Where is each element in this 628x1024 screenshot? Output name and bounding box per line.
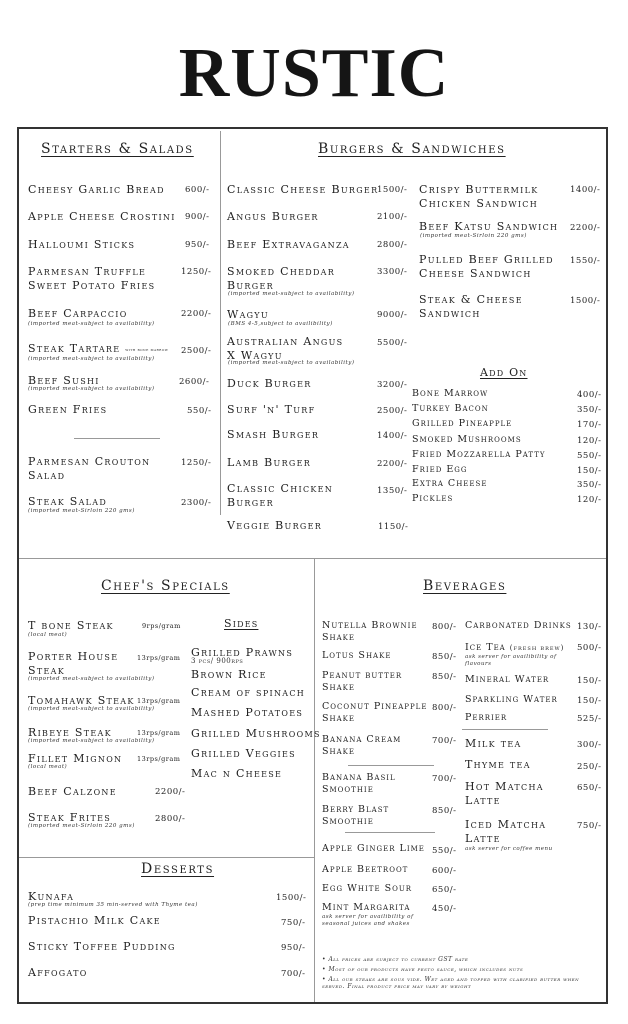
addon-item-price: 550/- bbox=[577, 451, 602, 461]
menu-item-price: 700/- bbox=[281, 969, 306, 979]
beverage-name: Mint Margarita bbox=[322, 902, 411, 913]
menu-item-name-line2: Steak bbox=[28, 664, 65, 677]
brand-logo: RUSTIC bbox=[178, 35, 450, 112]
menu-item-price: 3300/- bbox=[377, 267, 408, 277]
menu-item-note: (imported meat-Sirloin 220 gms) bbox=[28, 823, 135, 829]
beverage-price: 150/- bbox=[577, 676, 602, 686]
menu-item-name: Lamb Burger bbox=[227, 456, 312, 469]
menu-item-price: 2800/- bbox=[155, 814, 186, 824]
beverage-price: 800/- bbox=[432, 703, 457, 713]
menu-item-price: 5500/- bbox=[377, 338, 408, 348]
beverage-price: 150/- bbox=[577, 696, 602, 706]
beverage-name: Nutella Brownie bbox=[322, 620, 418, 631]
menu-item-price: 13rps/gram bbox=[137, 654, 181, 662]
menu-item-name: Kunafa bbox=[28, 890, 75, 903]
addon-title: Add On bbox=[480, 366, 528, 379]
menu-item-name: Wagyu bbox=[227, 308, 269, 321]
menu-item-name: Beef Calzone bbox=[28, 785, 117, 798]
menu-item-price: 950/- bbox=[185, 240, 210, 250]
menu-item-name: Fillet Mignon bbox=[28, 752, 123, 765]
addon-item-price: 150/- bbox=[577, 466, 602, 476]
rule-beverages-3 bbox=[462, 729, 548, 730]
menu-item-price: 9rps/gram bbox=[142, 622, 181, 630]
menu-item-note: (imported meat-subject to availability) bbox=[28, 321, 155, 327]
menu-item-note: (imported meat-Sirloin 220 gms) bbox=[28, 508, 135, 514]
beverage-name-line2: Latte bbox=[465, 794, 501, 807]
beverage-price: 750/- bbox=[577, 821, 602, 831]
sides-title: Sides bbox=[224, 617, 259, 630]
addon-item-name: Grilled Pineapple bbox=[412, 418, 513, 429]
beverage-price: 500/- bbox=[577, 643, 602, 653]
burgers-title: Burgers & Sandwiches bbox=[318, 141, 506, 157]
rule-starters bbox=[74, 438, 160, 439]
menu-item-name: Veggie Burger bbox=[227, 519, 323, 532]
beverage-price: 250/- bbox=[577, 762, 602, 772]
beverage-price: 850/- bbox=[432, 806, 457, 816]
menu-item-name: Porter House bbox=[28, 650, 119, 663]
menu-item-name: Duck Burger bbox=[227, 377, 312, 390]
beverage-note: ask server for coffee menu bbox=[465, 846, 553, 852]
menu-item-price: 1250/- bbox=[181, 458, 212, 468]
beverage-price: 525/- bbox=[577, 714, 602, 724]
addon-item-name: Bone Marrow bbox=[412, 388, 489, 399]
menu-item-name: Sticky Toffee Pudding bbox=[28, 940, 176, 953]
beverage-note: ask server for availibility of seasonal juices and shakes bbox=[322, 914, 414, 927]
beverage-name-line2: Shake bbox=[322, 713, 356, 724]
beverage-name-line2: Shake bbox=[322, 746, 356, 757]
beverage-name: Thyme tea bbox=[465, 758, 531, 771]
menu-item-name-line2: Burger bbox=[227, 279, 274, 292]
divider-h-mid bbox=[19, 558, 606, 559]
addon-item-price: 120/- bbox=[577, 436, 602, 446]
menu-item-price: 13rps/gram bbox=[137, 697, 181, 705]
menu-item-name: Tomahawk Steak bbox=[28, 694, 135, 707]
menu-item-price: 1500/- bbox=[570, 296, 601, 306]
beverage-price: 450/- bbox=[432, 904, 457, 914]
menu-item-note: (imported meat-subject to availability) bbox=[28, 706, 155, 712]
menu-item-name: Australian Angus bbox=[227, 335, 344, 348]
menu-item-price: 950/- bbox=[281, 943, 306, 953]
beverage-name: Carbonated Drinks bbox=[465, 620, 572, 631]
side-item-name: Grilled Veggies bbox=[191, 747, 296, 760]
menu-item-price: 1350/- bbox=[377, 486, 408, 496]
menu-item-price: 1500/- bbox=[377, 185, 408, 195]
addon-item-price: 170/- bbox=[577, 420, 602, 430]
menu-item-name-line2: Sandwich bbox=[419, 307, 481, 320]
menu-item-name: Angus Burger bbox=[227, 210, 319, 223]
menu-item-price: 2500/- bbox=[181, 346, 212, 356]
menu-item-price: 2800/- bbox=[377, 240, 408, 250]
menu-item-name-line2: Burger bbox=[227, 496, 274, 509]
beverage-price: 700/- bbox=[432, 736, 457, 746]
menu-item-note: (imported meat-subject to availability) bbox=[228, 291, 355, 297]
beverage-name: Apple Beetroot bbox=[322, 864, 409, 875]
rule-beverages-1 bbox=[348, 765, 434, 766]
menu-item-name: Pistachio Milk Cake bbox=[28, 914, 161, 927]
menu-item-name: Beef Sushi bbox=[28, 374, 100, 387]
menu-item-name: Affogato bbox=[28, 966, 88, 979]
beverage-name: Peanut butter bbox=[322, 670, 403, 681]
side-item-name: Grilled Mushrooms bbox=[191, 727, 321, 740]
addon-item-name: Fried Egg bbox=[412, 464, 468, 475]
menu-item-name: Surf 'n' Turf bbox=[227, 403, 316, 416]
menu-item-price: 600/- bbox=[185, 185, 210, 195]
menu-item-name: Classic Chicken bbox=[227, 482, 334, 495]
beverage-name: Berry Blast bbox=[322, 804, 390, 815]
menu-item-price: 1550/- bbox=[570, 256, 601, 266]
addon-item-name: Extra Cheese bbox=[412, 478, 488, 489]
starters-title: Starters & Salads bbox=[41, 141, 194, 157]
footnote: • Most of our products have pesto sauce, which includes nuts bbox=[322, 966, 524, 973]
menu-item-price: 900/- bbox=[185, 212, 210, 222]
menu-item-price: 2200/- bbox=[570, 223, 601, 233]
beverage-name: Perrier bbox=[465, 712, 508, 723]
menu-item-name: Beef Katsu Sandwich bbox=[419, 220, 559, 233]
menu-item-name: Beef Extravaganza bbox=[227, 238, 350, 251]
beverage-name-line2: Smoothie bbox=[322, 816, 374, 827]
menu-item-price: 3200/- bbox=[377, 380, 408, 390]
menu-item-price: 13rps/gram bbox=[137, 729, 181, 737]
divider-h-desserts bbox=[19, 857, 314, 858]
menu-item-price: 2200/- bbox=[155, 787, 186, 797]
menu-item-name: T bone Steak bbox=[28, 619, 114, 632]
menu-item-note: (BMS 4-5,subject to availibility) bbox=[228, 321, 333, 327]
menu-item-note: (imported meat-subject to availability) bbox=[228, 360, 355, 366]
menu-item-name: Classic Cheese Burger bbox=[227, 183, 379, 196]
side-item-note: 3 pcs/ 900rps bbox=[191, 657, 244, 665]
menu-item-name: Steak Salad bbox=[28, 495, 108, 508]
menu-item-price: 550/- bbox=[187, 406, 212, 416]
beverage-name: Mineral Water bbox=[465, 674, 550, 685]
beverage-name-line2: Smoothie bbox=[322, 784, 374, 795]
menu-item-name: Parmesan Truffle bbox=[28, 265, 147, 278]
menu-item-name: Crispy Buttermilk bbox=[419, 183, 539, 196]
addon-item-price: 350/- bbox=[577, 480, 602, 490]
menu-item-name: Smash Burger bbox=[227, 428, 320, 441]
menu-item-name: Halloumi Sticks bbox=[28, 238, 136, 251]
menu-item-name: Steak & Cheese bbox=[419, 293, 523, 306]
menu-item-price: 750/- bbox=[281, 918, 306, 928]
menu-item-price: 1500/- bbox=[276, 893, 307, 903]
beverage-price: 650/- bbox=[577, 783, 602, 793]
side-item-name: Grilled Prawns bbox=[191, 646, 294, 659]
menu-item-name: Apple Cheese Crostini bbox=[28, 210, 176, 223]
menu-item-price: 1250/- bbox=[181, 267, 212, 277]
menu-item-price: 2100/- bbox=[377, 212, 408, 222]
menu-item-name-line2: Salad bbox=[28, 469, 66, 482]
menu-item-name: Pulled Beef Grilled bbox=[419, 253, 554, 266]
menu-item-name-text: Steak Tartare bbox=[28, 342, 121, 355]
beverage-name-text: Ice Tea bbox=[465, 642, 506, 653]
beverage-tag: (fresh brew) bbox=[509, 644, 565, 652]
beverage-price: 800/- bbox=[432, 622, 457, 632]
menu-item-note: (prep time minimum 35 min-served with Thyme tea) bbox=[28, 902, 198, 908]
menu-item-name: Cheesy Garlic Bread bbox=[28, 183, 165, 196]
beverage-name: Iced Matcha bbox=[465, 818, 547, 831]
menu-item-name-line2: Sweet Potato Fries bbox=[28, 279, 156, 292]
menu-item-note: (imported meat-subject to availability) bbox=[28, 386, 155, 392]
beverages-title: Beverages bbox=[423, 578, 507, 594]
menu-item-name: Ribeye Steak bbox=[28, 726, 112, 739]
side-item-name: Brown Rice bbox=[191, 668, 267, 681]
divider-v-top bbox=[220, 131, 221, 515]
menu-item-name-line2: Cheese Sandwich bbox=[419, 267, 532, 280]
beverage-name-line2: Shake bbox=[322, 682, 356, 693]
addon-item-name: Turkey Bacon bbox=[412, 403, 489, 414]
beverage-name: Coconut Pineapple bbox=[322, 701, 428, 712]
beverage-name: Apple Ginger Lime bbox=[322, 843, 425, 854]
side-item-name: Mashed Potatoes bbox=[191, 706, 304, 719]
desserts-title: Desserts bbox=[141, 861, 215, 877]
menu-item-price: 2200/- bbox=[377, 459, 408, 469]
beverage-name-line2: Latte bbox=[465, 832, 501, 845]
menu-item-price: 1400/- bbox=[377, 431, 408, 441]
beverage-name: Lotus Shake bbox=[322, 650, 392, 661]
menu-item-note: (imported meat-subject to availability) bbox=[28, 356, 155, 362]
menu-item-price: 1150/- bbox=[378, 522, 409, 532]
beverage-price: 600/- bbox=[432, 866, 457, 876]
beverage-name: Hot Matcha bbox=[465, 780, 544, 793]
footnote: • All prices are subject to current GST rate bbox=[322, 956, 469, 963]
menu-item-name: Green Fries bbox=[28, 403, 108, 416]
menu-item-price: 2600/- bbox=[179, 377, 210, 387]
menu-item-price: 2200/- bbox=[181, 309, 212, 319]
addon-item-name: Smoked Mushrooms bbox=[412, 434, 522, 445]
menu-item-name-line2: Chicken Sandwich bbox=[419, 197, 538, 210]
side-item-name: Mac n Cheese bbox=[191, 767, 283, 780]
beverage-name bbox=[465, 642, 564, 654]
menu-item-note: (local meat) bbox=[28, 764, 68, 770]
footnote: • All our steaks are sous vide. Wet aged and topped with clarified butter when served. Final product price may vary by weight bbox=[322, 976, 580, 990]
menu-item-name: Parmesan Crouton bbox=[28, 455, 151, 468]
beverage-price: 850/- bbox=[432, 652, 457, 662]
beverage-price: 550/- bbox=[432, 846, 457, 856]
menu-item-price: 13rps/gram bbox=[137, 755, 181, 763]
beverage-name: Banana Cream bbox=[322, 734, 402, 745]
beverage-price: 130/- bbox=[577, 622, 602, 632]
side-item-name: Cream of spinach bbox=[191, 686, 306, 699]
beverage-price: 650/- bbox=[432, 885, 457, 895]
menu-item-tag: with bone marrow bbox=[125, 348, 169, 353]
menu-item-note: (local meat) bbox=[28, 632, 68, 638]
rule-beverages-2 bbox=[345, 832, 435, 833]
menu-item-name: Steak Frites bbox=[28, 811, 112, 824]
menu-item-price: 2300/- bbox=[181, 498, 212, 508]
chef-title: Chef's Specials bbox=[101, 578, 230, 594]
beverage-price: 850/- bbox=[432, 672, 457, 682]
menu-item-name-line2: X Wagyu bbox=[227, 349, 283, 362]
menu-item-price: 9000/- bbox=[377, 310, 408, 320]
addon-item-name: Fried Mozzarella Patty bbox=[412, 449, 546, 460]
addon-item-name: Pickles bbox=[412, 493, 454, 504]
addon-item-price: 120/- bbox=[577, 495, 602, 505]
beverage-name: Banana Basil bbox=[322, 772, 396, 783]
beverage-note: ask server for availibility of flavours bbox=[465, 654, 557, 667]
beverage-name-line2: Shake bbox=[322, 632, 356, 643]
menu-item-name: Smoked Cheddar bbox=[227, 265, 336, 278]
menu-item-price: 1400/- bbox=[570, 185, 601, 195]
addon-item-price: 350/- bbox=[577, 405, 602, 415]
beverage-price: 300/- bbox=[577, 740, 602, 750]
beverage-name: Egg White Sour bbox=[322, 883, 412, 894]
menu-item-name: Beef Carpaccio bbox=[28, 307, 128, 320]
beverage-name: Sparkling Water bbox=[465, 694, 558, 705]
beverage-name: Milk tea bbox=[465, 737, 522, 750]
menu-item-note: (imported meat-subject to availability) bbox=[28, 738, 155, 744]
divider-v-bottom bbox=[314, 559, 315, 1002]
menu-item-price: 2500/- bbox=[377, 406, 408, 416]
menu-item-note: (imported meat-Sirloin 220 gms) bbox=[420, 233, 527, 239]
addon-item-price: 400/- bbox=[577, 390, 602, 400]
menu-item-note: (imported meat-subject to availability) bbox=[28, 676, 155, 682]
beverage-price: 700/- bbox=[432, 774, 457, 784]
